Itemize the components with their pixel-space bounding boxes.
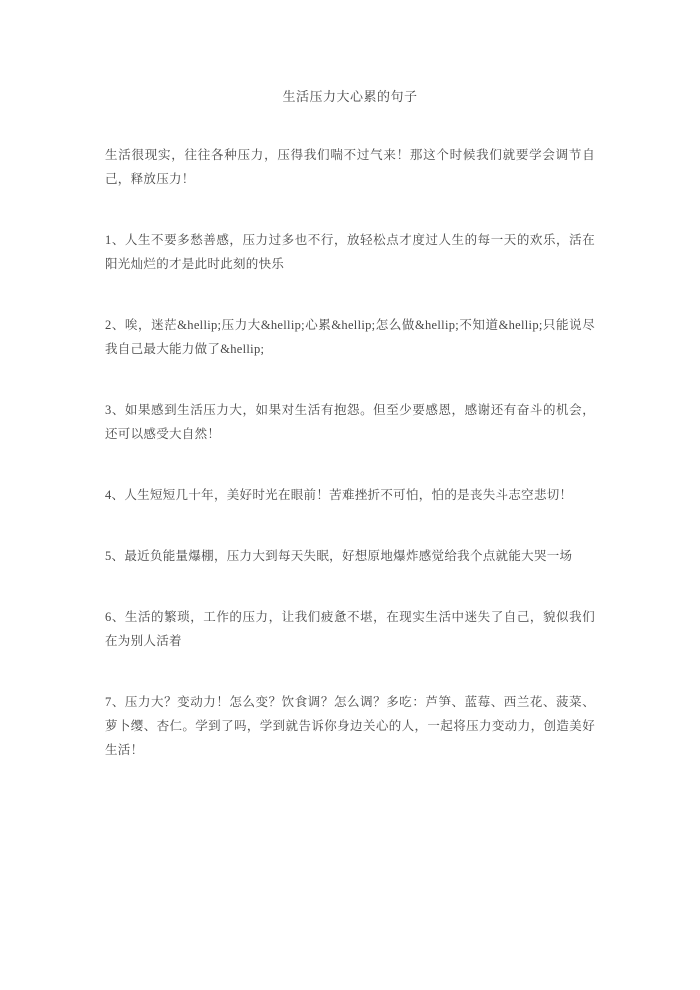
list-item-3: 3、如果感到生活压力大，如果对生活有抱怨。但至少要感恩，感谢还有奋斗的机会，还可以感受大自然！ <box>105 403 595 441</box>
list-item-6: 6、生活的繁琐，工作的压力，让我们疲惫不堪，在现实生活中迷失了自己，貌似我们在为别人活着 <box>105 610 595 648</box>
list-item-4: 4、人生短短几十年，美好时光在眼前！苦难挫折不可怕，怕的是丧失斗志空悲切！ <box>105 488 573 502</box>
list-item-2: 2、唉，迷茫&hellip;压力大&hellip;心累&hellip;怎么做&hellip;不知道&hellip;只能说尽我自己最大能力做了&hellip; <box>105 318 595 356</box>
intro-paragraph: 生活很现实，往往各种压力，压得我们喘不过气来！那这个时候我们就要学会调节自己，释放压力！ <box>105 148 595 186</box>
list-item-5: 5、最近负能量爆棚，压力大到每天失眠，好想原地爆炸感觉给我个点就能大哭一场 <box>105 549 573 563</box>
list-item-7: 7、压力大？变动力！怎么变？饮食调？怎么调？多吃：芦笋、蓝莓、西兰花、菠菜、萝卜缨、杏仁。学到了吗，学到就告诉你身边关心的人，一起将压力变动力，创造美好生活！ <box>105 695 595 757</box>
page-title: 生活压力大心累的句子 <box>282 89 418 104</box>
list-item-1: 1、人生不要多愁善感，压力过多也不行，放轻松点才度过人生的每一天的欢乐，活在阳光灿烂的才是此时此刻的快乐 <box>105 233 595 271</box>
